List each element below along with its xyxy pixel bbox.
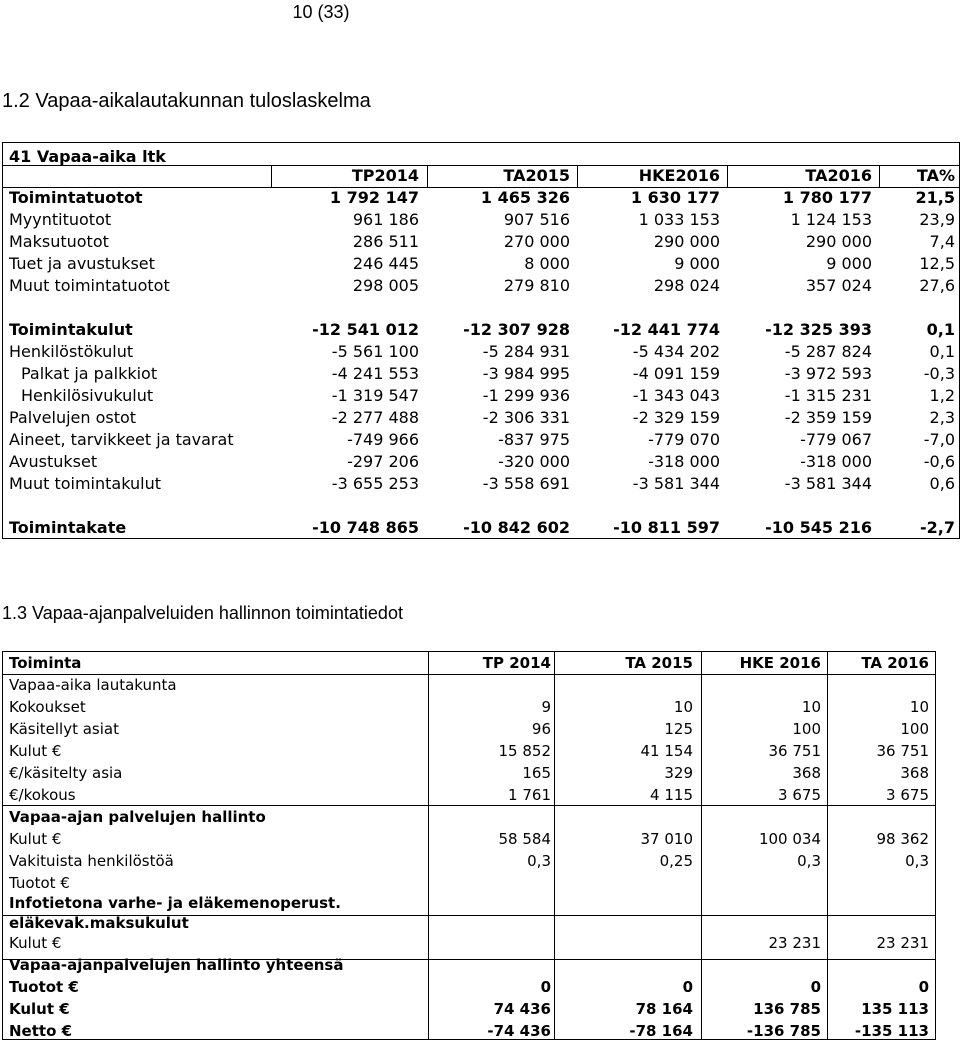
- column-header: TP2014: [351, 166, 419, 185]
- table-cell: -78 164: [629, 1022, 693, 1040]
- row-label: Kulut €: [9, 830, 62, 848]
- table-row: [3, 341, 959, 363]
- table-cell: -5 284 931: [482, 342, 570, 361]
- table-row: [3, 253, 959, 275]
- table-cell: 98 362: [876, 830, 929, 848]
- table-cell: 100: [900, 720, 929, 738]
- row-label: Toimintakulut: [9, 320, 133, 339]
- table-cell: 907 516: [503, 210, 570, 229]
- row-label: Myyntituotot: [9, 210, 112, 229]
- row-label: Tuet ja avustukset: [9, 254, 155, 273]
- table-cell: -2 277 488: [331, 408, 419, 427]
- table-row: [3, 696, 935, 718]
- row-label: Vapaa-aika lautakunta: [9, 676, 177, 694]
- table-cell: 100: [792, 720, 821, 738]
- table-cell: -4 241 553: [331, 364, 419, 383]
- table-cell: -4 091 159: [632, 364, 720, 383]
- table-cell: -7,0: [923, 430, 955, 449]
- table-cell: 290 000: [653, 232, 720, 251]
- column-header: TA2015: [503, 166, 570, 185]
- table-cell: 368: [792, 764, 821, 782]
- table-cell: -1 299 936: [482, 386, 570, 405]
- column-header: Toiminta: [9, 654, 82, 672]
- table-cell: 286 511: [352, 232, 419, 251]
- table-row: [3, 319, 959, 341]
- row-label: Vapaa-ajanpalvelujen hallinto yhteensä: [9, 956, 344, 974]
- income-statement-table: [2, 142, 960, 539]
- table-cell: 0,1: [929, 342, 955, 361]
- table-cell: 27,6: [919, 276, 955, 295]
- table-row: [3, 473, 959, 495]
- operations-data-table: [2, 651, 936, 1040]
- table-row: [3, 429, 959, 451]
- table-cell: 3 675: [886, 786, 929, 804]
- table-cell: -297 206: [347, 452, 419, 471]
- table-cell: -779 067: [800, 430, 872, 449]
- table-cell: 0,1: [926, 320, 955, 339]
- table-cell: -3 581 344: [632, 474, 720, 493]
- table-row: [3, 998, 935, 1020]
- row-label: Tuotot €: [9, 978, 79, 996]
- table-cell: -5 434 202: [632, 342, 720, 361]
- table-cell: 58 584: [498, 830, 551, 848]
- row-label: Toimintakate: [9, 518, 127, 537]
- section-heading-toimintatiedot: 1.3 Vapaa-ajanpalveluiden hallinnon toimintatiedot: [2, 603, 403, 623]
- row-label: Aineet, tarvikkeet ja tavarat: [9, 430, 234, 449]
- table-row: [3, 784, 935, 806]
- table-cell: 74 436: [493, 1000, 551, 1018]
- table-cell: -3 581 344: [784, 474, 872, 493]
- table-cell: -135 113: [854, 1022, 929, 1040]
- row-label: Netto €: [9, 1022, 73, 1040]
- table-cell: 0: [810, 978, 821, 996]
- column-header: TA 2016: [861, 654, 929, 672]
- table-cell: -2,7: [920, 518, 955, 537]
- table-cell: -5 561 100: [331, 342, 419, 361]
- table-row: [3, 451, 959, 473]
- column-header: TA2016: [805, 166, 872, 185]
- table-cell: 279 810: [503, 276, 570, 295]
- table-row: [3, 209, 959, 231]
- table-row: [3, 976, 935, 998]
- table-row: [3, 828, 935, 850]
- column-header: TA 2015: [625, 654, 693, 672]
- table-cell: 136 785: [753, 1000, 821, 1018]
- table-cell: -12 541 012: [312, 320, 419, 339]
- table-cell: 2,3: [929, 408, 955, 427]
- table-row: [3, 718, 935, 740]
- table-row: [3, 914, 935, 932]
- row-label: Infotietona varhe- ja eläkemenoperust.: [9, 894, 341, 912]
- table-cell: -3 984 995: [482, 364, 570, 383]
- table-title: 41 Vapaa-aika ltk: [9, 147, 166, 166]
- table-row: [3, 872, 935, 894]
- table-cell: 7,4: [929, 232, 955, 251]
- table-cell: -12 325 393: [765, 320, 872, 339]
- table-row: [3, 932, 935, 954]
- table-cell: 135 113: [861, 1000, 929, 1018]
- table-row: [3, 275, 959, 297]
- table-cell: 96: [531, 720, 551, 738]
- row-label: Muut toimintatuotot: [9, 276, 170, 295]
- table-cell: -2 306 331: [482, 408, 570, 427]
- row-label: Muut toimintakulut: [9, 474, 161, 493]
- table-cell: -0,3: [923, 364, 955, 383]
- table-cell: 37 010: [640, 830, 693, 848]
- column-header: TA%: [916, 166, 955, 185]
- table-cell: 9 000: [674, 254, 720, 273]
- table-cell: 298 024: [653, 276, 720, 295]
- table-cell: 0: [540, 978, 551, 996]
- table-cell: 1 465 326: [480, 188, 570, 207]
- row-label: Käsitellyt asiat: [9, 720, 119, 738]
- table-cell: 10: [909, 698, 929, 716]
- table-cell: 15 852: [498, 742, 551, 760]
- table-row: [3, 407, 959, 429]
- table-cell: 1 124 153: [790, 210, 872, 229]
- column-header: HKE 2016: [739, 654, 821, 672]
- table-cell: -136 785: [746, 1022, 821, 1040]
- table-row: [3, 762, 935, 784]
- table-cell: 1,2: [929, 386, 955, 405]
- table-cell: -3 558 691: [482, 474, 570, 493]
- row-label: Kokoukset: [9, 698, 86, 716]
- table-cell: -318 000: [800, 452, 872, 471]
- row-label: Toimintatuotot: [9, 188, 143, 207]
- table-cell: 8 000: [524, 254, 570, 273]
- table-cell: -1 343 043: [632, 386, 720, 405]
- table-row: [3, 954, 935, 976]
- table-cell: -12 307 928: [463, 320, 570, 339]
- row-label: Henkilöstökulut: [9, 342, 134, 361]
- table-cell: 23 231: [768, 934, 821, 952]
- row-label: €/kokous: [9, 786, 76, 804]
- table-cell: -318 000: [648, 452, 720, 471]
- table-cell: -779 070: [648, 430, 720, 449]
- table-cell: -10 545 216: [765, 518, 872, 537]
- table-cell: -12 441 774: [613, 320, 720, 339]
- row-label: Avustukset: [9, 452, 98, 471]
- row-label: Kulut €: [9, 1000, 70, 1018]
- table-row: [3, 385, 959, 407]
- table-cell: -837 975: [498, 430, 570, 449]
- table-cell: -749 966: [347, 430, 419, 449]
- table-cell: -10 811 597: [613, 518, 720, 537]
- table-cell: 21,5: [915, 188, 955, 207]
- table-cell: 1 780 177: [782, 188, 872, 207]
- table-cell: 961 186: [352, 210, 419, 229]
- table-cell: 1 630 177: [630, 188, 720, 207]
- table-cell: -1 315 231: [784, 386, 872, 405]
- table-cell: 0,3: [905, 852, 929, 870]
- table-cell: 270 000: [503, 232, 570, 251]
- table-row: [3, 894, 935, 912]
- section-heading-tuloslaskelma: 1.2 Vapaa-aikalautakunnan tuloslaskelma: [2, 90, 371, 112]
- row-label: Kulut €: [9, 742, 62, 760]
- row-label: Kulut €: [9, 934, 62, 952]
- table-cell: 298 005: [352, 276, 419, 295]
- table-row: [3, 517, 959, 539]
- table-row: [3, 740, 935, 762]
- table-cell: 36 751: [768, 742, 821, 760]
- table-row: [3, 1020, 935, 1042]
- table-row: [3, 231, 959, 253]
- table-cell: 9 000: [826, 254, 872, 273]
- table-header-row: [3, 652, 935, 674]
- table-header-row: [3, 165, 959, 187]
- table-cell: -320 000: [498, 452, 570, 471]
- table-cell: -3 655 253: [331, 474, 419, 493]
- table-cell: 100 034: [758, 830, 821, 848]
- table-cell: -5 287 824: [784, 342, 872, 361]
- table-row: [3, 363, 959, 385]
- table-cell: 41 154: [640, 742, 693, 760]
- table-cell: 12,5: [919, 254, 955, 273]
- table-cell: 78 164: [635, 1000, 693, 1018]
- table-cell: 36 751: [876, 742, 929, 760]
- row-label: Palkat ja palkkiot: [21, 364, 158, 383]
- table-row: [3, 806, 935, 828]
- table-cell: 357 024: [805, 276, 872, 295]
- page-number: 10 (33): [292, 2, 350, 22]
- table-cell: 125: [664, 720, 693, 738]
- table-cell: 368: [900, 764, 929, 782]
- row-label: Tuotot €: [9, 874, 70, 892]
- table-cell: -2 329 159: [632, 408, 720, 427]
- table-cell: -10 842 602: [463, 518, 570, 537]
- table-cell: 4 115: [650, 786, 693, 804]
- table-cell: 23,9: [919, 210, 955, 229]
- table-cell: 290 000: [805, 232, 872, 251]
- table-cell: -3 972 593: [784, 364, 872, 383]
- table-row: [3, 850, 935, 872]
- row-label: eläkevak.maksukulut: [9, 914, 189, 932]
- table-row: [3, 674, 935, 696]
- table-cell: 10: [673, 698, 693, 716]
- column-header: TP 2014: [482, 654, 551, 672]
- row-label: Maksutuotot: [9, 232, 109, 251]
- table-cell: 0,25: [659, 852, 693, 870]
- table-cell: 0,3: [797, 852, 821, 870]
- row-label: Vakituista henkilöstöä: [9, 852, 174, 870]
- table-cell: 0: [918, 978, 929, 996]
- row-label: Vapaa-ajan palvelujen hallinto: [9, 808, 266, 826]
- table-cell: 9: [541, 698, 551, 716]
- table-cell: -2 359 159: [784, 408, 872, 427]
- row-label: €/käsitelty asia: [9, 764, 123, 782]
- table-row: [3, 187, 959, 209]
- table-cell: 0,3: [527, 852, 551, 870]
- table-cell: 246 445: [352, 254, 419, 273]
- table-cell: 1 761: [508, 786, 551, 804]
- table-cell: -1 319 547: [331, 386, 419, 405]
- row-label: Palvelujen ostot: [9, 408, 137, 427]
- table-cell: 165: [522, 764, 551, 782]
- table-cell: 1 033 153: [638, 210, 720, 229]
- table-cell: 329: [664, 764, 693, 782]
- table-cell: 10: [801, 698, 821, 716]
- table-cell: -74 436: [487, 1022, 551, 1040]
- table-cell: -0,6: [923, 452, 955, 471]
- table-cell: 3 675: [778, 786, 821, 804]
- table-cell: 23 231: [876, 934, 929, 952]
- column-header: HKE2016: [638, 166, 720, 185]
- table-cell: 1 792 147: [329, 188, 419, 207]
- table-cell: -10 748 865: [312, 518, 419, 537]
- table-cell: 0: [682, 978, 693, 996]
- row-label: Henkilösivukulut: [21, 386, 154, 405]
- table-cell: 0,6: [929, 474, 955, 493]
